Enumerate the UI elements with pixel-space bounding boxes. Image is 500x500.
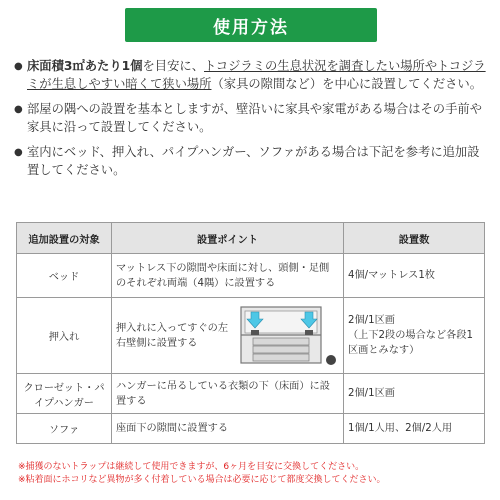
table-row: [17, 254, 485, 298]
footnote: ※捕獲のないトラップは継続して使用できますが、6ヶ月を目安に交換してください。: [18, 462, 365, 472]
trap-icon: [251, 330, 259, 335]
instruction-text: 床面積3㎡あたり1個を目安に、トコジラミの生息状況を調査したい場所やトコジラミが生息しやすい暗くて狭い場所（家具の隙間など）を中心に設置してください。: [27, 59, 486, 91]
target-cell: ベッド: [17, 254, 112, 298]
table-row: [17, 414, 485, 444]
bullet-icon: ●: [14, 61, 23, 72]
table-row: [17, 298, 485, 374]
instruction-item: [14, 144, 490, 179]
instruction-text: 部屋の隅への設置を基本としますが、壁沿いに家具や家電がある場合はその手前や家具に沿って設置してください。: [27, 102, 482, 134]
target-cell: クローゼット・パイプハンガー: [17, 374, 112, 414]
instructions-list: [14, 58, 490, 187]
table-header-row: [17, 223, 485, 254]
target-cell: 押入れ: [17, 298, 112, 374]
closet-illustration: [239, 304, 339, 368]
bullet-icon: ●: [14, 104, 23, 115]
column-header-target: 追加設置の対象: [17, 223, 112, 254]
point-cell: マットレス下の隙間や床面に対し、頭側・足側のそれぞれ両端（4隅）に設置する: [112, 254, 344, 298]
column-header-point: 設置ポイント: [112, 223, 344, 254]
point-cell: 座面下の隙間に設置する: [112, 414, 344, 444]
trap-icon: [305, 330, 313, 335]
count-cell: 4個/マットレス1枚: [344, 254, 485, 298]
count-cell: 2個/1区画 （上下2段の場合など各段1区画とみなす）: [344, 298, 485, 374]
count-cell: 1個/1人用、2個/2人用: [344, 414, 485, 444]
section-title-banner: [125, 8, 377, 42]
instruction-text: 室内にベッド、押入れ、パイプハンガー、ソファがある場合は下記を参考に追加設置してください。: [27, 145, 480, 177]
point-cell: ハンガーに吊るしている衣類の下（床面）に設置する: [112, 374, 344, 414]
count-cell: 2個/1区画: [344, 374, 485, 414]
placement-table: [16, 222, 485, 444]
target-cell: ソファ: [17, 414, 112, 444]
instruction-item: [14, 58, 490, 93]
column-header-count: 設置数: [344, 223, 485, 254]
table-row: [17, 374, 485, 414]
instruction-item: [14, 101, 490, 136]
footnotes: [18, 461, 386, 487]
point-text: 押入れに入ってすぐの左右壁側に設置する: [116, 322, 229, 349]
section-title: 使用方法: [213, 17, 289, 38]
footnote: ※粘着面にホコリなど異物が多く付着している場合は必要に応じて都度交換してください。: [18, 475, 386, 485]
trap-icon: [326, 355, 336, 365]
bullet-icon: ●: [14, 147, 23, 158]
point-cell: [112, 298, 344, 374]
